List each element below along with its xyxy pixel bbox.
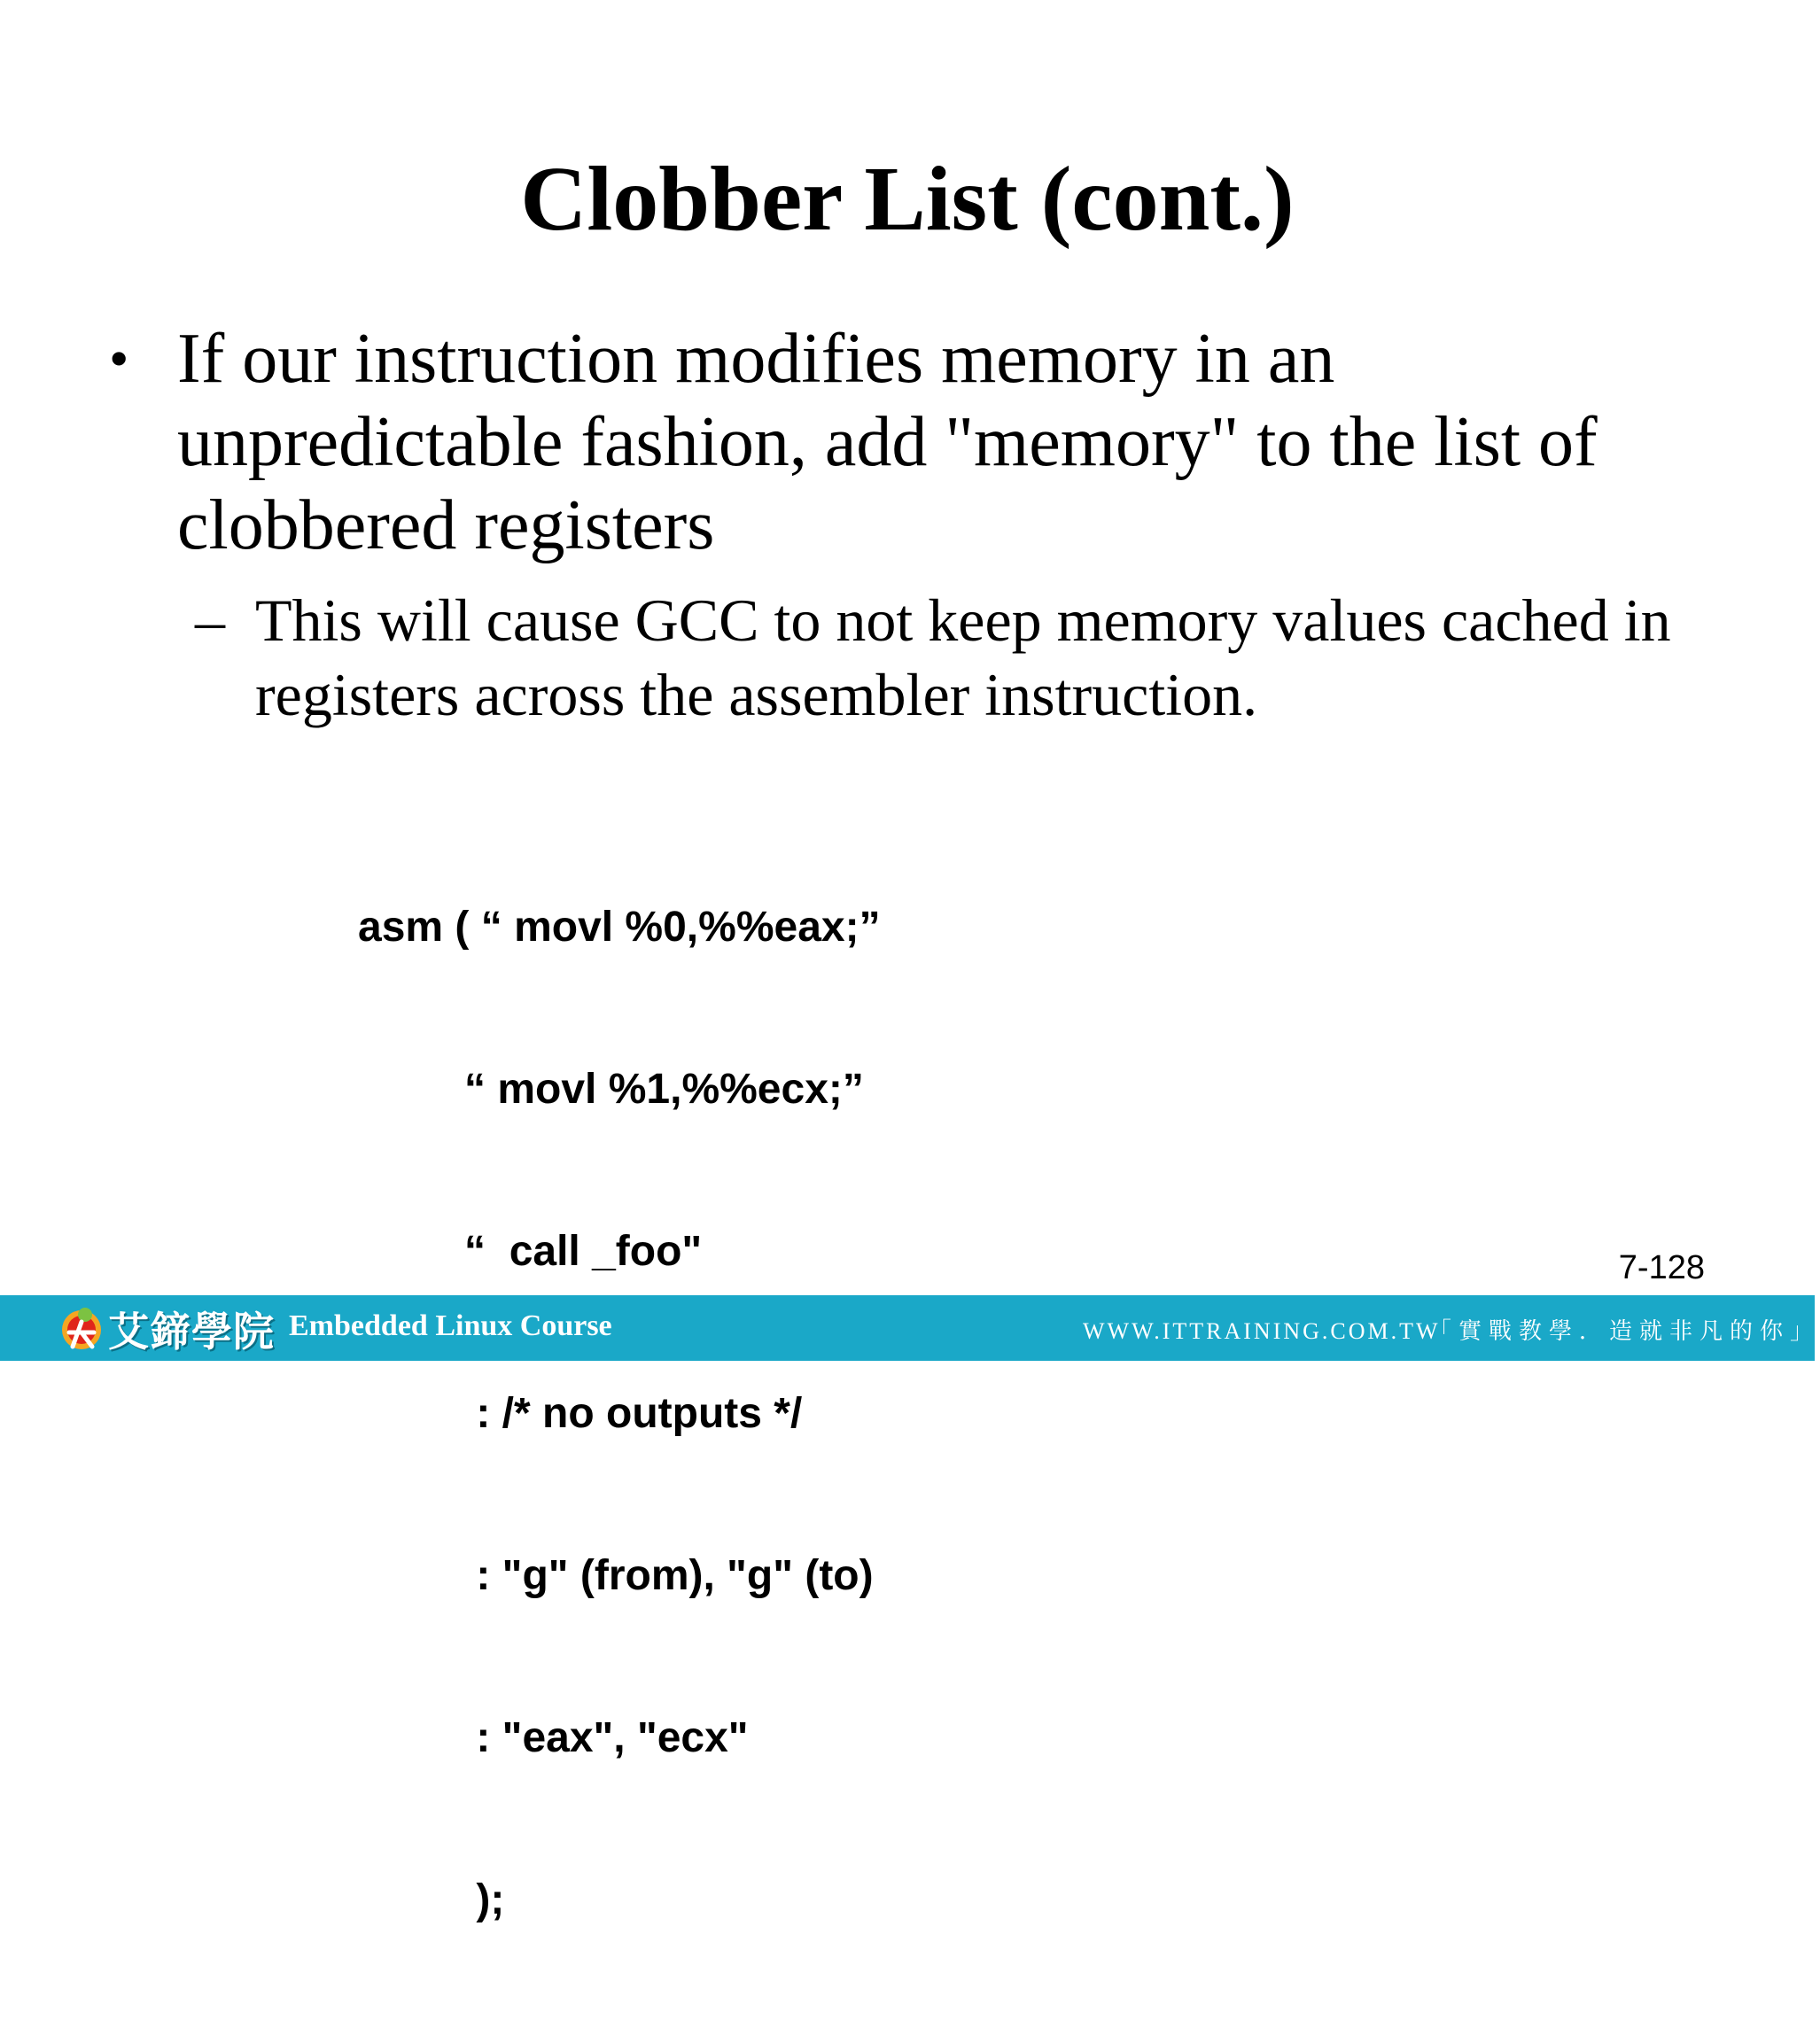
code-line: asm ( “ movl %0,%%eax;” [358, 904, 881, 951]
course-name: Embedded Linux Course [289, 1309, 612, 1342]
bullet-symbol: • [109, 327, 129, 390]
person-icon [58, 1306, 105, 1352]
slide-title: Clobber List (cont.) [520, 148, 1295, 250]
footer-bar [0, 1295, 1820, 1361]
code-line: “ movl %1,%%ecx;” [358, 1066, 864, 1113]
subbullet-symbol: – [195, 586, 225, 654]
code-line: “ call _foo" [358, 1228, 703, 1275]
subbullet-text: This will cause GCC to not keep memory values cached in registers across the assembler instruction. [255, 586, 1671, 728]
code-line: : "g" (from), "g" (to) [358, 1552, 874, 1599]
website-url: WWW.ITTRAINING.COM.TW [1083, 1318, 1441, 1344]
slogan: 「實戰教學．造就非凡的你」 [1428, 1318, 1820, 1345]
code-line: : /* no outputs */ [358, 1390, 803, 1437]
code-line: : "eax", "ecx" [358, 1714, 749, 1761]
code-line: ); [358, 1876, 505, 1923]
page-number: 7-128 [1618, 1249, 1705, 1286]
bullet-text: If our instruction modifies memory in an unpredictable fashion, add "memory" to the list of clobbered registers [177, 320, 1598, 564]
logo-text: 艾鍗學院 [108, 1308, 275, 1355]
code-block [358, 792, 881, 2035]
logo [58, 1302, 275, 1355]
